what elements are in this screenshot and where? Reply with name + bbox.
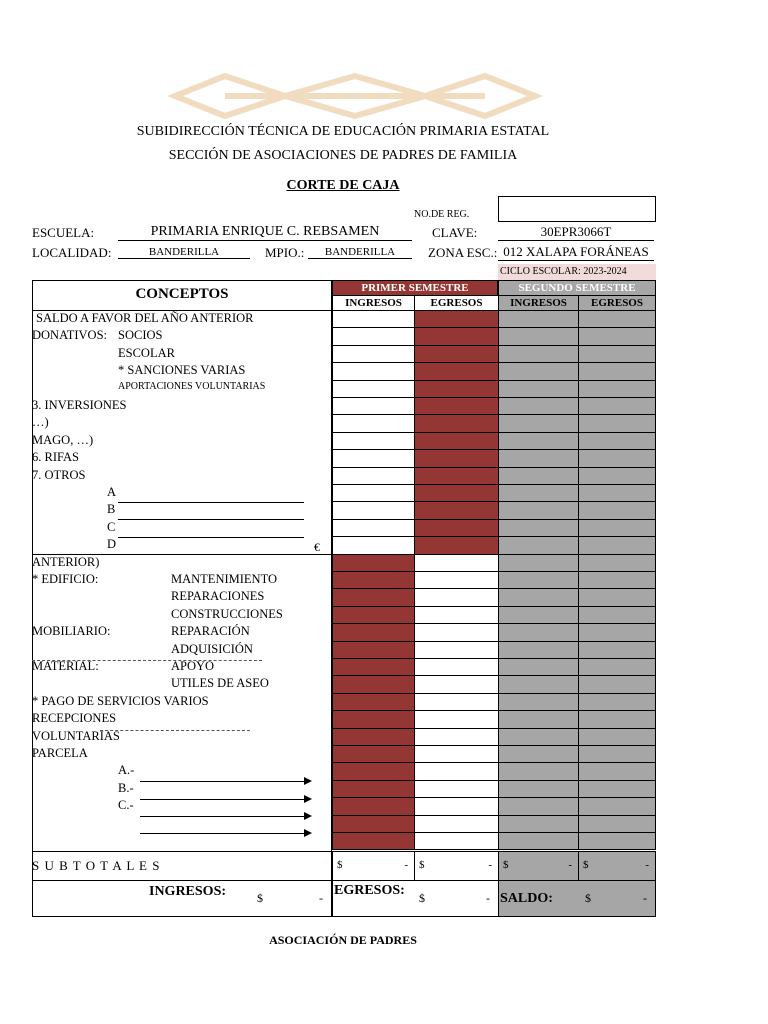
ciclo-escolar: CICLO ESCOLAR: 2023-2024 (498, 264, 656, 280)
amount-cell[interactable] (332, 762, 415, 780)
amount-cell[interactable] (578, 832, 656, 850)
amount-cell[interactable] (498, 780, 579, 798)
primer-semestre-header: PRIMER SEMESTRE (332, 280, 498, 296)
amount-cell[interactable] (498, 606, 579, 624)
amount-cell[interactable] (414, 414, 499, 432)
amount-cell[interactable] (578, 484, 656, 502)
amount-cell[interactable] (414, 693, 499, 711)
concept-sublabel: SOCIOS (118, 328, 163, 343)
concept-label: …) (32, 415, 49, 430)
concept-sublabel: B.- (118, 780, 134, 795)
amount-cell[interactable] (578, 641, 656, 659)
asociacion-label: ASOCIACIÓN DE PADRES (269, 933, 417, 947)
concept-sublabel: A (107, 485, 117, 499)
total-egresos-cell (332, 880, 499, 917)
zona-field[interactable]: 012 XALAPA FORÁNEAS (498, 244, 654, 261)
amount-cell[interactable] (578, 554, 656, 572)
concept-label: SALDO A FAVOR DEL AÑO ANTERIOR (36, 311, 254, 325)
amount-cell[interactable] (498, 745, 579, 763)
currency: $ (585, 891, 591, 905)
concept-label: RECEPCIONES (32, 711, 117, 726)
amount-cell[interactable] (414, 745, 499, 763)
amount-cell[interactable] (498, 380, 579, 398)
amount-cell[interactable] (332, 815, 415, 833)
concept-label: 7. OTROS (32, 467, 86, 482)
arrow-a-icon (140, 781, 310, 782)
arrow-b-icon (140, 799, 310, 800)
amount-cell[interactable] (332, 327, 415, 345)
amount-cell[interactable] (414, 554, 499, 572)
concept-sublabel: B (107, 502, 116, 517)
dash-line-1 (32, 660, 262, 661)
amount-cell[interactable] (332, 554, 415, 572)
amount-cell[interactable] (498, 519, 579, 537)
concept-label: ANTERIOR) (32, 554, 100, 569)
amount-cell[interactable] (498, 310, 579, 328)
concept-sublabel: REPARACIÓN (171, 624, 250, 639)
amount-cell[interactable] (332, 536, 415, 554)
amount-cell[interactable] (498, 449, 579, 467)
localidad-field[interactable]: BANDERILLA (118, 246, 250, 259)
concept-sublabel: ADQUISICIÓN (171, 641, 253, 656)
currency: $ (337, 859, 343, 871)
amount-cell[interactable] (332, 467, 415, 485)
clave-label: CLAVE: (432, 225, 478, 240)
amount-cell[interactable] (578, 571, 656, 589)
concept-label: PARCELA (32, 746, 88, 760)
amount-cell[interactable] (414, 728, 499, 746)
col-ingresos-1: INGRESOS (332, 295, 415, 311)
amount-cell[interactable] (498, 327, 579, 345)
mpio-label: MPIO.: (265, 245, 305, 260)
concept-label: * EDIFICIO: (32, 572, 99, 586)
concept-sublabel: MANTENIMIENTO (171, 572, 278, 586)
concept-sublabel: APORTACIONES VOLUNTARIAS (118, 380, 266, 392)
concept-sublabel: C (107, 519, 116, 534)
amount-cell[interactable] (578, 780, 656, 798)
amount-cell[interactable] (414, 362, 499, 380)
concept-label: VOLUNTARIAS (32, 728, 120, 743)
localidad-label: LOCALIDAD: (32, 245, 112, 260)
amount-cell[interactable] (498, 397, 579, 415)
amount-cell[interactable] (498, 362, 579, 380)
currency: $ (583, 859, 589, 871)
amount-cell[interactable] (332, 641, 415, 659)
amount-cell[interactable] (332, 380, 415, 398)
no-reg-field[interactable] (498, 196, 656, 222)
amount-cell[interactable] (578, 710, 656, 728)
amount-cell[interactable] (414, 467, 499, 485)
amount-cell[interactable] (414, 675, 499, 693)
amount-cell[interactable] (414, 501, 499, 519)
amount-cell[interactable] (578, 675, 656, 693)
amount-cell[interactable] (578, 380, 656, 398)
concept-sublabel: C.- (118, 798, 134, 813)
concept-sublabel: A.- (118, 763, 135, 778)
amount-cell[interactable] (498, 762, 579, 780)
header-line-2: SECCIÓN DE ASOCIACIONES DE PADRES DE FAMILIA (168, 148, 518, 163)
amount-cell[interactable] (414, 571, 499, 589)
col-egresos-2: EGRESOS (578, 295, 656, 311)
amount-cell[interactable] (332, 710, 415, 728)
amount-cell[interactable] (578, 345, 656, 363)
amount-cell[interactable] (498, 571, 579, 589)
concept-sublabel: REPARACIONES (171, 589, 265, 604)
concept-sublabel: D (107, 537, 117, 552)
subtotal-egresos-2[interactable] (578, 851, 656, 881)
amount-cell[interactable] (498, 414, 579, 432)
currency: $ (419, 891, 425, 905)
concept-sublabel: APOYO (171, 659, 215, 673)
amount-cell[interactable] (332, 519, 415, 537)
amount-cell[interactable] (414, 797, 499, 815)
amount-cell[interactable] (332, 832, 415, 850)
escuela-field[interactable]: PRIMARIA ENRIQUE C. REBSAMEN (118, 224, 412, 241)
subtotal-value: - (404, 859, 408, 871)
amount-cell[interactable] (332, 501, 415, 519)
amount-cell[interactable] (498, 728, 579, 746)
amount-cell[interactable] (332, 693, 415, 711)
dash-line-2 (100, 730, 250, 731)
arrow-d-icon (140, 833, 310, 834)
amount-cell[interactable] (332, 797, 415, 815)
saldo-value: - (643, 891, 647, 905)
amount-cell[interactable] (332, 397, 415, 415)
amount-cell[interactable] (578, 397, 656, 415)
total-egresos-label: EGRESOS: (334, 883, 405, 898)
amount-cell[interactable] (332, 362, 415, 380)
amount-cell[interactable] (332, 484, 415, 502)
concept-sublabel: UTILES DE ASEO (171, 676, 269, 691)
segundo-semestre-header: SEGUNDO SEMESTRE (498, 280, 656, 296)
clave-field[interactable]: 30EPR3066T (498, 224, 654, 241)
amount-cell[interactable] (414, 536, 499, 554)
amount-cell[interactable] (414, 762, 499, 780)
concept-label: 3. INVERSIONES (32, 398, 127, 412)
logo-watermark (165, 70, 545, 122)
amount-cell[interactable] (414, 588, 499, 606)
amount-cell[interactable] (414, 710, 499, 728)
amount-cell[interactable] (332, 675, 415, 693)
section-divider (32, 554, 332, 555)
concept-label: MAGO, …) (32, 432, 94, 447)
amount-cell[interactable] (414, 397, 499, 415)
conceptos-header: CONCEPTOS (135, 286, 229, 302)
amount-cell[interactable] (578, 467, 656, 485)
line-a (118, 502, 304, 503)
subtotal-value: - (645, 859, 649, 871)
amount-cell[interactable] (578, 414, 656, 432)
concept-label: 6. RIFAS (32, 450, 80, 465)
amount-cell[interactable] (498, 432, 579, 450)
concept-sublabel: ESCOLAR (118, 345, 175, 360)
amount-cell[interactable] (414, 780, 499, 798)
subtotales-label: S U B T O T A L E S (32, 858, 161, 873)
escuela-label: ESCUELA: (32, 225, 95, 240)
amount-cell[interactable] (498, 623, 579, 641)
amount-cell[interactable] (498, 832, 579, 850)
amount-cell[interactable] (332, 728, 415, 746)
subtotal-ingresos-2[interactable] (498, 851, 579, 881)
currency: $ (257, 891, 263, 905)
header-line-1: SUBIDIRECCIÓN TÉCNICA DE EDUCACIÓN PRIMARIA ESTATAL (136, 124, 550, 139)
concept-sublabel: * SANCIONES VARIAS (118, 363, 246, 378)
amount-cell[interactable] (414, 658, 499, 676)
amount-cell[interactable] (414, 815, 499, 833)
euro-sign: € (314, 540, 320, 554)
amount-cell[interactable] (332, 432, 415, 450)
amount-cell[interactable] (332, 623, 415, 641)
amount-cell[interactable] (414, 484, 499, 502)
amount-cell[interactable] (414, 641, 499, 659)
subtotal-ingresos-1[interactable] (332, 851, 415, 881)
concept-label: MATERIAL: (32, 659, 99, 673)
saldo-cell (498, 880, 656, 917)
arrow-c-icon (140, 816, 310, 817)
amount-cell[interactable] (498, 693, 579, 711)
amount-cell[interactable] (414, 345, 499, 363)
zona-label: ZONA ESC.: (428, 245, 498, 260)
col-egresos-1: EGRESOS (414, 295, 499, 311)
amount-cell[interactable] (414, 310, 499, 328)
concept-sublabel: CONSTRUCCIONES (171, 606, 283, 621)
amount-cell[interactable] (414, 606, 499, 624)
total-egresos-value: - (486, 891, 490, 905)
amount-cell[interactable] (498, 797, 579, 815)
amount-cell[interactable] (578, 745, 656, 763)
amount-cell[interactable] (498, 658, 579, 676)
amount-cell[interactable] (332, 745, 415, 763)
amount-cell[interactable] (498, 588, 579, 606)
concept-label: * PAGO DE SERVICIOS VARIOS (32, 693, 209, 708)
amount-cell[interactable] (578, 693, 656, 711)
no-reg-label: NO.DE REG. (414, 209, 470, 220)
col-ingresos-2: INGRESOS (498, 295, 579, 311)
amount-cell[interactable] (578, 536, 656, 554)
total-ingresos-label: INGRESOS: (149, 884, 227, 899)
mpio-field[interactable]: BANDERILLA (308, 246, 412, 259)
amount-cell[interactable] (414, 519, 499, 537)
amount-cell[interactable] (414, 449, 499, 467)
amount-cell[interactable] (332, 345, 415, 363)
total-ingresos-cell (32, 880, 332, 917)
amount-cell[interactable] (578, 815, 656, 833)
page-title: CORTE DE CAJA (286, 178, 400, 193)
amount-cell[interactable] (332, 658, 415, 676)
amount-cell[interactable] (414, 380, 499, 398)
total-ingresos-value: - (319, 891, 323, 905)
amount-cell[interactable] (578, 432, 656, 450)
amount-cell[interactable] (578, 362, 656, 380)
amount-cell[interactable] (578, 606, 656, 624)
amount-cell[interactable] (578, 519, 656, 537)
line-c (118, 537, 304, 538)
amount-cell[interactable] (578, 501, 656, 519)
amount-cell[interactable] (332, 571, 415, 589)
amount-cell[interactable] (332, 414, 415, 432)
amount-cell[interactable] (332, 310, 415, 328)
amount-cell[interactable] (578, 623, 656, 641)
amount-cell[interactable] (498, 641, 579, 659)
subtotal-egresos-1[interactable] (414, 851, 499, 881)
line-b (118, 519, 304, 520)
amount-cell[interactable] (578, 728, 656, 746)
concept-label: MOBILIARIO: (32, 624, 111, 639)
amount-cell[interactable] (332, 780, 415, 798)
amount-cell[interactable] (414, 832, 499, 850)
amount-cell[interactable] (332, 588, 415, 606)
saldo-label: SALDO: (500, 891, 553, 906)
amount-cell[interactable] (414, 432, 499, 450)
amount-cell[interactable] (578, 327, 656, 345)
amount-cell[interactable] (498, 345, 579, 363)
amount-cell[interactable] (578, 310, 656, 328)
amount-cell[interactable] (578, 797, 656, 815)
amount-cell[interactable] (498, 484, 579, 502)
concept-label: DONATIVOS: (32, 328, 107, 343)
currency: $ (419, 859, 425, 871)
amount-cell[interactable] (578, 588, 656, 606)
subtotal-value: - (568, 859, 572, 871)
amount-cell[interactable] (578, 762, 656, 780)
subtotal-value: - (488, 859, 492, 871)
amount-cell[interactable] (498, 536, 579, 554)
amount-cell[interactable] (498, 554, 579, 572)
amount-cell[interactable] (332, 606, 415, 624)
amount-cell[interactable] (578, 658, 656, 676)
amount-cell[interactable] (498, 501, 579, 519)
amount-cell[interactable] (578, 449, 656, 467)
amount-cell[interactable] (414, 623, 499, 641)
amount-cell[interactable] (498, 675, 579, 693)
amount-cell[interactable] (498, 710, 579, 728)
amount-cell[interactable] (498, 815, 579, 833)
amount-cell[interactable] (414, 327, 499, 345)
amount-cell[interactable] (498, 467, 579, 485)
currency: $ (503, 859, 509, 871)
amount-cell[interactable] (332, 449, 415, 467)
